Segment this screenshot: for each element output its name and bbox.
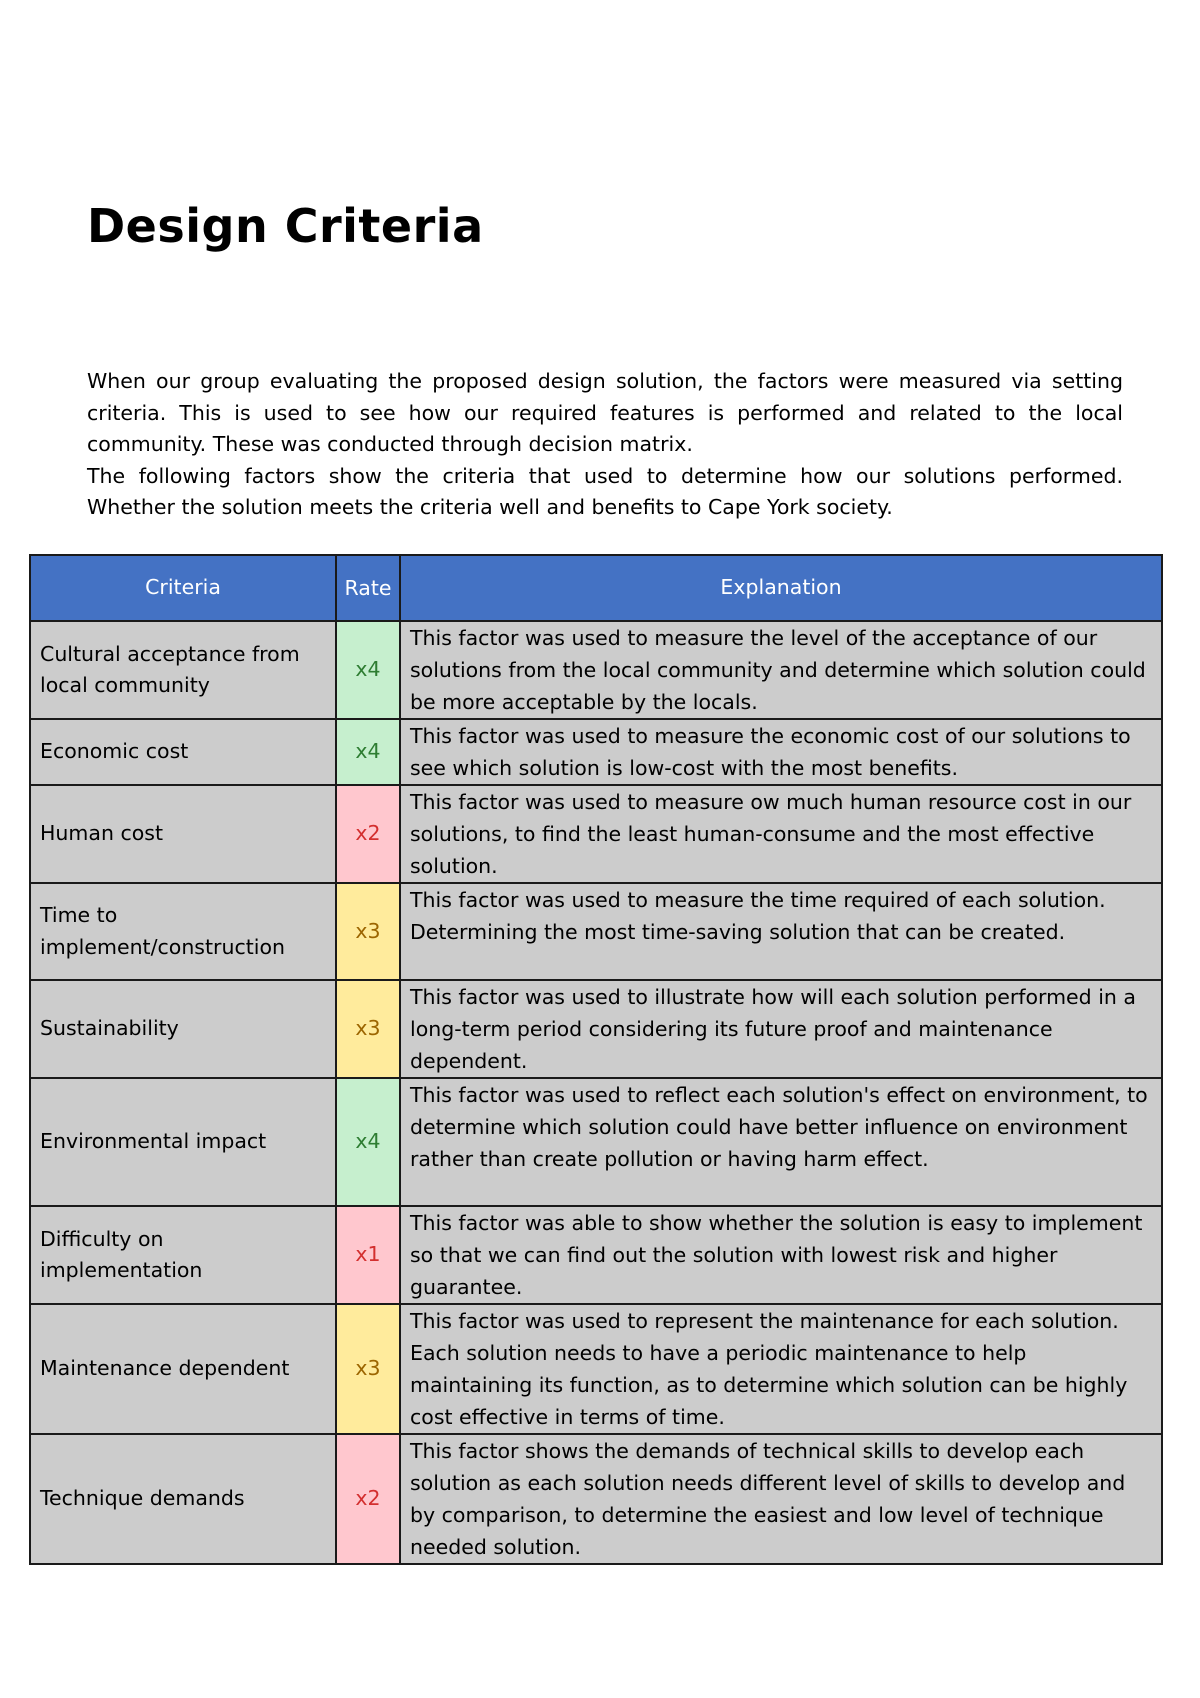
intro-paragraph: When our group evaluating the proposed design solution, the factors were measured via setting criteria. This is used to see how our required features is performed and related to the local community. These was conducted through decision matrix. [87, 369, 1123, 456]
table-row [30, 1304, 1162, 1434]
criteria-cell: Technique demands [30, 1434, 336, 1564]
explanation-cell: This factor was used to measure the economic cost of our solutions to see which solution is low-cost with the most benefits. [400, 719, 1162, 785]
table-row [30, 1434, 1162, 1564]
explanation-cell: This factor was used to measure the level of the acceptance of our solutions from the local community and determine which solution could be more acceptable by the locals. [400, 621, 1162, 719]
explanation-cell: This factor shows the demands of technical skills to develop each solution as each solution needs different level of skills to develop and by comparison, to determine the easiest and low level of technique needed solution. [400, 1434, 1162, 1564]
criteria-cell: Cultural acceptance from local community [30, 621, 336, 719]
criteria-cell: Environmental impact [30, 1078, 336, 1206]
header-rate: Rate [336, 555, 400, 621]
rate-cell: x4 [336, 621, 400, 719]
table-row [30, 1206, 1162, 1304]
intro-paragraph: The following factors show the criteria that used to determine how our solutions performed. Whether the solution meets the criteria well and benefits to Cape York society. [87, 463, 1123, 519]
criteria-table [29, 554, 1163, 1565]
explanation-cell: This factor was used to represent the maintenance for each solution. Each solution needs to have a periodic maintenance to help maintaining its function, as to determine which solution can be highly cost effective in terms of time. [400, 1304, 1162, 1434]
rate-cell: x2 [336, 785, 400, 883]
table-row [30, 1078, 1162, 1206]
table-row [30, 621, 1162, 719]
rate-cell: x3 [336, 1304, 400, 1434]
table-row [30, 980, 1162, 1078]
explanation-cell: This factor was used to measure the time required of each solution. Determining the most time-saving solution that can be created. [400, 883, 1162, 980]
criteria-cell: Maintenance dependent [30, 1304, 336, 1434]
criteria-cell: Economic cost [30, 719, 336, 785]
explanation-cell: This factor was used to measure ow much human resource cost in our solutions, to find the least human-consume and the most effective solution. [400, 785, 1162, 883]
rate-cell: x4 [336, 719, 400, 785]
criteria-cell: Sustainability [30, 980, 336, 1078]
intro-text [87, 366, 1123, 524]
rate-cell: x4 [336, 1078, 400, 1206]
table-row [30, 785, 1162, 883]
rate-cell: x1 [336, 1206, 400, 1304]
criteria-cell: Human cost [30, 785, 336, 883]
page-title: Design Criteria [87, 199, 484, 253]
explanation-cell: This factor was able to show whether the solution is easy to implement so that we can find out the solution with lowest risk and higher guarantee. [400, 1206, 1162, 1304]
criteria-cell: Difficulty on implementation [30, 1206, 336, 1304]
rate-cell: x3 [336, 883, 400, 980]
rate-cell: x3 [336, 980, 400, 1078]
explanation-cell: This factor was used to reflect each solution's effect on environment, to determine which solution could have better influence on environment rather than create pollution or having harm effect. [400, 1078, 1162, 1206]
explanation-cell: This factor was used to illustrate how will each solution performed in a long-term period considering its future proof and maintenance dependent. [400, 980, 1162, 1078]
rate-cell: x2 [336, 1434, 400, 1564]
header-explanation: Explanation [400, 555, 1162, 621]
table-row [30, 719, 1162, 785]
criteria-cell: Time to implement/construction [30, 883, 336, 980]
table-row [30, 883, 1162, 980]
header-criteria: Criteria [30, 555, 336, 621]
table-header-row [30, 555, 1162, 621]
